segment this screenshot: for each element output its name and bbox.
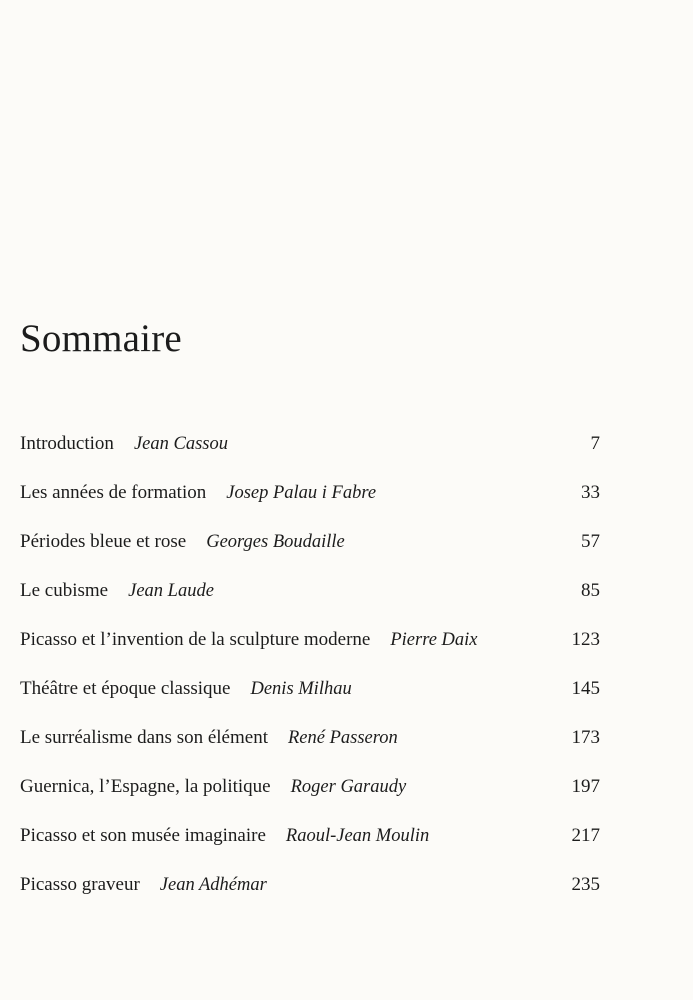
toc-entry-musee xyxy=(20,822,600,871)
toc-entry-author: René Passeron xyxy=(287,728,398,748)
toc-entry-sculpture xyxy=(20,626,600,675)
toc-entry-introduction xyxy=(20,430,600,479)
toc-entry-cubisme xyxy=(20,577,600,626)
toc-entry-title: Périodes bleue et rose xyxy=(20,531,187,552)
toc-entry-formation xyxy=(20,479,600,528)
toc-entry-page: 217 xyxy=(571,825,600,846)
toc-entry-author: Jean Adhémar xyxy=(159,875,267,895)
toc-entry-title: Picasso et son musée imaginaire xyxy=(20,825,266,846)
table-of-contents xyxy=(20,430,600,920)
toc-entry-title: Introduction xyxy=(20,433,114,454)
toc-entry-title: Le cubisme xyxy=(20,580,109,601)
toc-entry-author: Denis Milhau xyxy=(250,679,352,699)
toc-entry-title: Picasso graveur xyxy=(20,874,140,895)
page-title: Sommaire xyxy=(20,317,182,360)
toc-entry-theatre xyxy=(20,675,600,724)
toc-entry-title: Le surréalisme dans son élément xyxy=(20,727,268,748)
toc-entry-guernica xyxy=(20,773,600,822)
toc-entry-author: Pierre Daix xyxy=(390,630,478,650)
toc-entry-page: 145 xyxy=(571,678,600,699)
toc-entry-surrealisme xyxy=(20,724,600,773)
toc-entry-author: Georges Boudaille xyxy=(206,532,345,552)
toc-entry-page: 235 xyxy=(571,874,600,895)
toc-entry-page: 123 xyxy=(571,629,600,650)
toc-entry-title: Picasso et l’invention de la sculpture moderne xyxy=(20,629,371,650)
toc-entry-author: Jean Cassou xyxy=(133,434,228,454)
toc-entry-title: Guernica, l’Espagne, la politique xyxy=(20,776,271,797)
toc-entry-page: 33 xyxy=(581,482,600,503)
toc-entry-page: 57 xyxy=(581,531,600,552)
toc-entry-author: Josep Palau i Fabre xyxy=(226,483,377,503)
toc-entry-title: Théâtre et époque classique xyxy=(20,678,231,699)
toc-entry-author: Raoul-Jean Moulin xyxy=(285,826,430,846)
toc-entry-periodes xyxy=(20,528,600,577)
toc-entry-graveur xyxy=(20,871,600,920)
toc-entry-page: 197 xyxy=(571,776,600,797)
toc-entry-author: Jean Laude xyxy=(128,581,214,601)
toc-entry-author: Roger Garaudy xyxy=(290,777,407,797)
toc-entry-page: 85 xyxy=(581,580,600,601)
toc-entry-page: 7 xyxy=(590,433,600,454)
toc-entry-title: Les années de formation xyxy=(20,482,207,503)
toc-entry-page: 173 xyxy=(571,727,600,748)
